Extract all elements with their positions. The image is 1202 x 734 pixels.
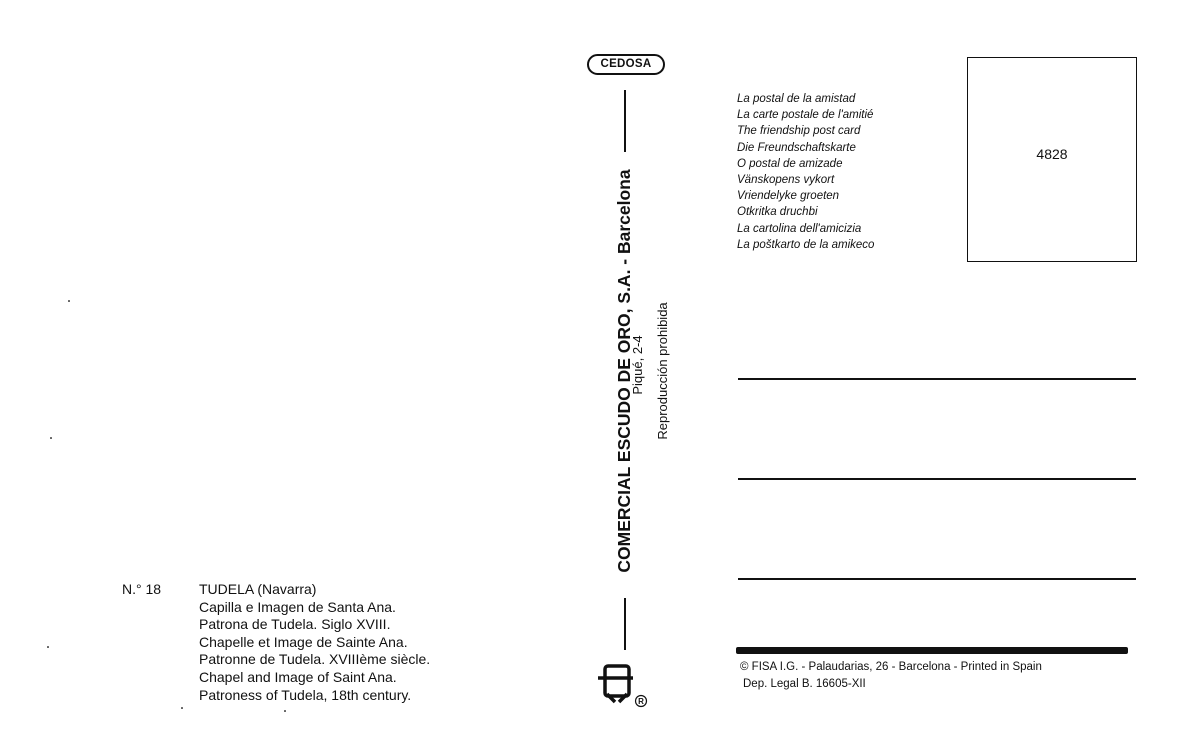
- scan-speck: [284, 710, 286, 712]
- address-line: [738, 478, 1136, 480]
- divider-line-bottom: [624, 598, 626, 650]
- divider-line-top: [624, 90, 626, 152]
- printer-logo-icon: [597, 664, 651, 708]
- svg-text:R: R: [638, 697, 644, 706]
- publisher-name: COMERCIAL ESCUDO DE ORO, S.A. - Barcelona: [614, 169, 634, 573]
- friendship-line: La carte postale de l'amitié: [737, 109, 874, 122]
- friendship-line: La postal de la amistad: [737, 93, 856, 105]
- friendship-card-list: [737, 91, 874, 253]
- reproduction-notice: Reproducción prohibida: [655, 302, 670, 440]
- friendship-line: Vänskopens vykort: [737, 174, 835, 187]
- scan-speck: [47, 646, 49, 648]
- friendship-line: La cartolina dell'amicizia: [737, 222, 862, 235]
- address-line: [738, 378, 1136, 380]
- publisher-badge: CEDOSA: [587, 54, 665, 75]
- caption-line: TUDELA (Navarra): [199, 581, 317, 597]
- friendship-line: Otkritka druchbi: [737, 206, 818, 219]
- caption-lines: [199, 581, 430, 704]
- printer-credits: [740, 659, 1042, 693]
- caption-line: Chapel and Image of Saint Ana.: [199, 668, 397, 685]
- caption-line: Patroness of Tudela, 18th century.: [199, 686, 412, 703]
- caption-line: Patrona de Tudela. Siglo XVIII.: [199, 616, 391, 633]
- publisher-address: Piqué, 2-4: [630, 335, 645, 395]
- caption-line: Chapelle et Image de Sainte Ana.: [199, 633, 408, 650]
- friendship-line: The friendship post card: [737, 125, 861, 138]
- legal-deposit: Dep. Legal B. 16605-XII: [743, 678, 866, 690]
- friendship-line: O postal de amizade: [737, 157, 843, 170]
- caption-line: Patronne de Tudela. XVIIIème siècle.: [199, 651, 431, 668]
- credits-bar: [736, 647, 1128, 654]
- caption-line: Capilla e Imagen de Santa Ana.: [199, 598, 396, 615]
- friendship-line: La poštkarto de la amikeco: [737, 238, 875, 251]
- scan-speck: [68, 300, 70, 302]
- scan-speck: [181, 707, 183, 709]
- friendship-line: Vriendelyke groeten: [737, 190, 840, 203]
- scan-speck: [50, 437, 52, 439]
- stamp-box: [967, 57, 1137, 262]
- stamp-number: 4828: [1036, 146, 1068, 162]
- card-number: N.° 18: [122, 581, 162, 597]
- address-line: [738, 578, 1136, 580]
- printer-line: © FISA I.G. - Palaudarias, 26 - Barcelona - Printed in Spain: [740, 661, 1042, 673]
- friendship-line: Die Freundschaftskarte: [737, 141, 856, 154]
